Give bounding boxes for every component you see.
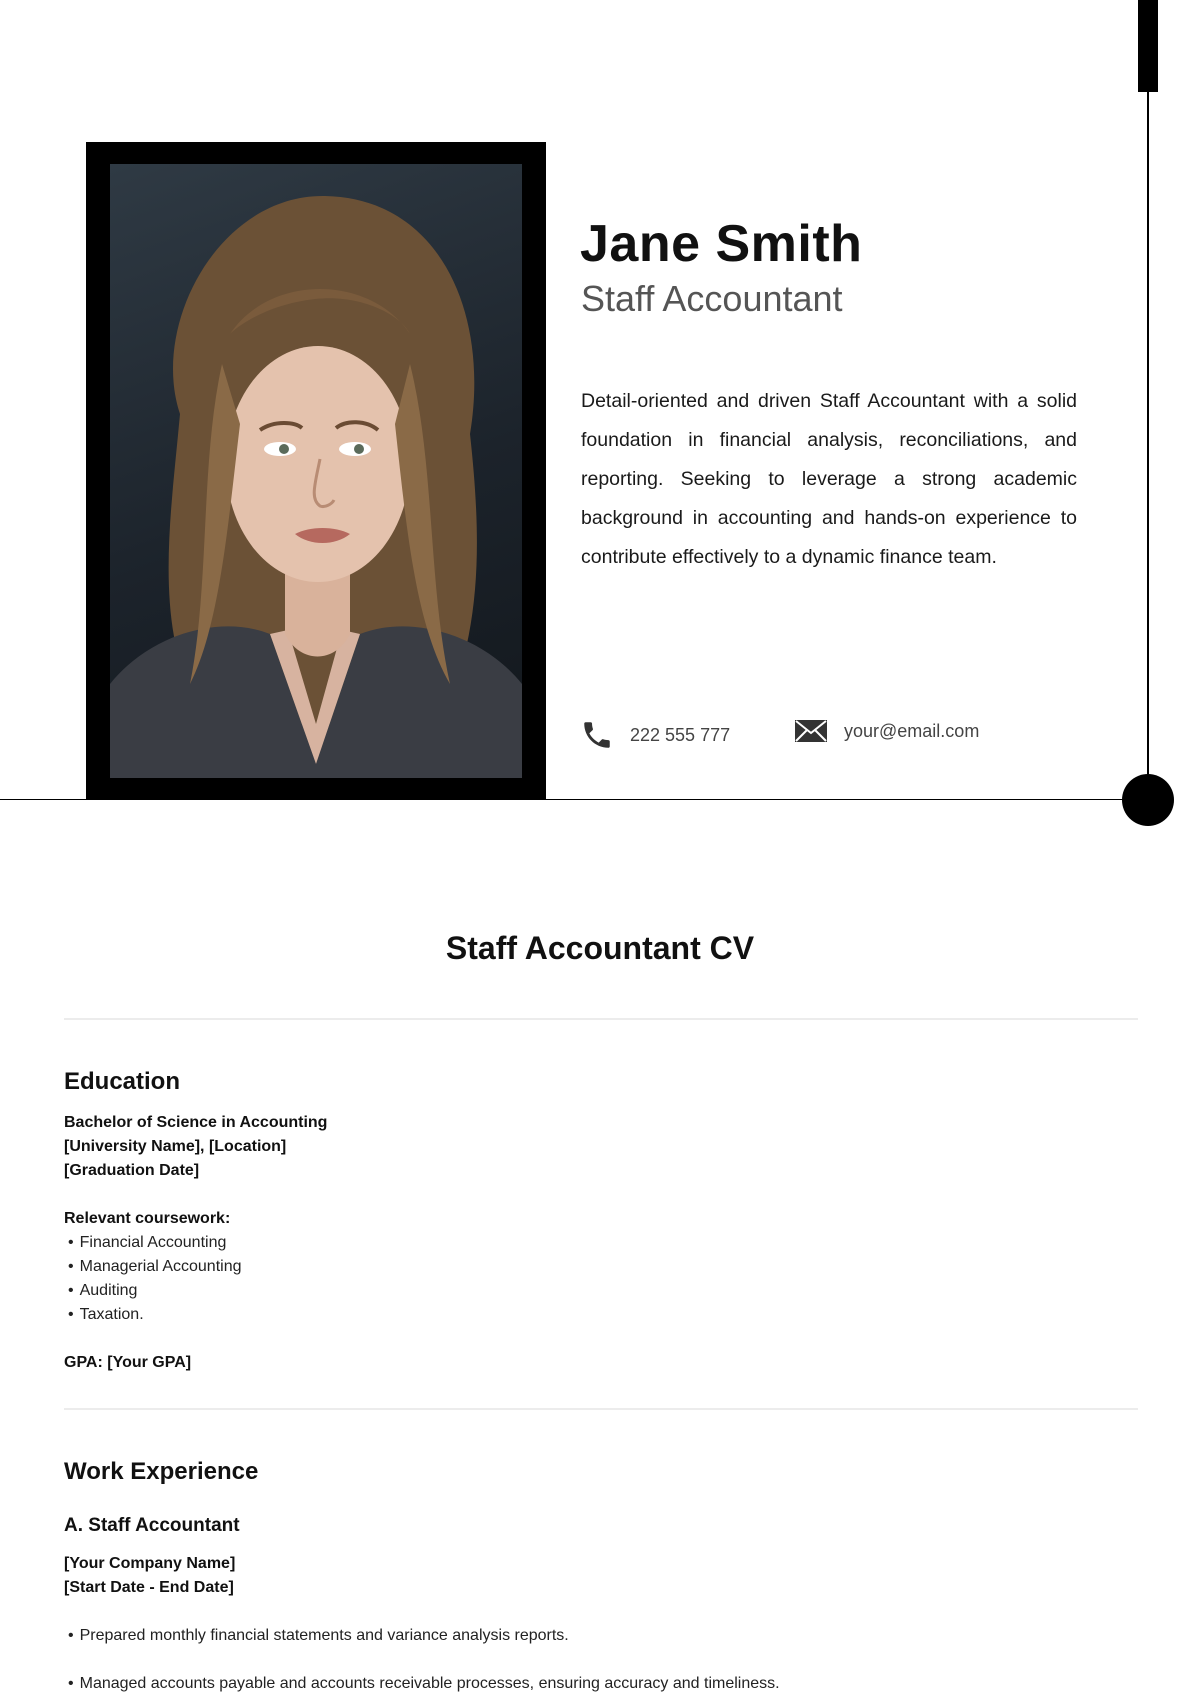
work-duty-item: • Managed accounts payable and accounts receivable processes, ensuring accuracy and timeliness.: [68, 1675, 780, 1693]
contact-email: [794, 718, 979, 744]
education-gpa: GPA: [Your GPA]: [64, 1354, 192, 1371]
decorative-dot: [1122, 774, 1174, 826]
education-heading: Education: [64, 1068, 181, 1095]
email-address: your@email.com: [844, 720, 980, 741]
phone-icon: [580, 718, 614, 752]
work-dates: [Start Date - End Date]: [64, 1579, 234, 1596]
divider: [64, 1408, 1138, 1410]
coursework-item: • Financial Accounting: [68, 1234, 226, 1252]
candidate-name: Jane Smith: [580, 215, 863, 273]
work-company: [Your Company Name]: [64, 1555, 236, 1572]
portrait-illustration: [110, 164, 522, 778]
cv-title: Staff Accountant CV: [445, 930, 755, 966]
divider: [64, 1018, 1138, 1020]
work-duty-item: • Prepared monthly financial statements and variance analysis reports.: [68, 1627, 569, 1645]
coursework-item: • Taxation.: [68, 1306, 144, 1324]
coursework-item: • Managerial Accounting: [68, 1258, 242, 1276]
education-university: [University Name], [Location]: [64, 1138, 287, 1155]
profile-summary: Detail-oriented and driven Staff Accountant with a solid foundation in financial analysis, reconciliations, and reporting. Seeking to leverage a strong academic background in accounting and hands-on experience to contribute effectively to a dynamic finance team.: [581, 390, 1077, 568]
candidate-title: Staff Accountant: [581, 278, 843, 319]
coursework-label: Relevant coursework:: [64, 1210, 231, 1227]
coursework-item: • Auditing: [68, 1282, 137, 1300]
education-graduation: [Graduation Date]: [64, 1162, 200, 1179]
work-position: A. Staff Accountant: [64, 1515, 240, 1536]
photo-frame: [86, 142, 546, 800]
decorative-vertical-line: [1147, 92, 1149, 800]
contact-phone: [580, 718, 730, 752]
envelope-icon: [794, 718, 828, 744]
work-heading: Work Experience: [64, 1458, 259, 1485]
decorative-top-bar: [1138, 0, 1158, 92]
education-degree: Bachelor of Science in Accounting: [64, 1114, 328, 1131]
phone-number: 222 555 777: [630, 724, 731, 745]
profile-photo: [110, 164, 522, 778]
